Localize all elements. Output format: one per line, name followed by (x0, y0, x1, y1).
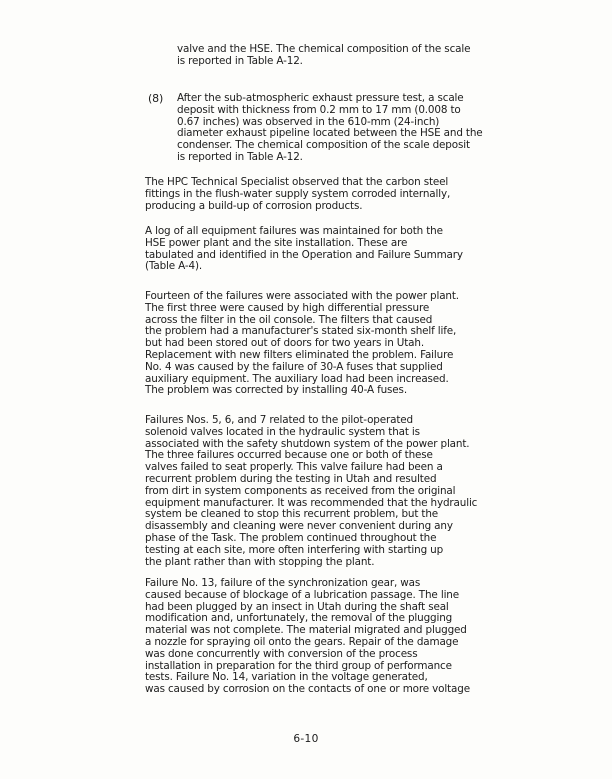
text-line: a nozzle for spraying oil onto the gears. Repair of the damage (145, 635, 459, 648)
text-line: recurrent problem during the testing in Utah and resulted (145, 472, 437, 485)
text-line: disassembly and cleaning were never convenient during any (145, 520, 453, 533)
text-line: The three failures occurred because one or both of these (145, 449, 433, 462)
text-line: A log of all equipment failures was maintained for both the (145, 225, 443, 237)
text-line: The HPC Technical Specialist observed that the carbon steel (145, 176, 449, 188)
text-line: No. 4 was caused by the failure of 30-A fuses that supplied (145, 360, 443, 373)
text-line: diameter exhaust pipeline located between the HSE and the (177, 127, 483, 140)
text-line: the plant rather than with stopping the plant. (145, 555, 375, 568)
item-8-paragraph (177, 93, 483, 164)
continuation-paragraph (177, 44, 470, 68)
text-line: was done concurrently with conversion of the process (145, 647, 418, 660)
text-line: was caused by corrosion on the contacts of one or more voltage (145, 683, 470, 696)
text-line: The first three were caused by high differential pressure (145, 301, 430, 314)
text-line: producing a build-up of corrosion products. (145, 199, 363, 212)
text-line: tabulated and identified in the Operation and Failure Summary (145, 248, 463, 261)
text-line: The problem was corrected by installing 40-A fuses. (145, 384, 407, 397)
text-line: tests. Failure No. 14, variation in the voltage generated, (145, 671, 428, 684)
text-line: fittings in the flush-water supply system corroded internally, (145, 187, 451, 200)
text-line: Failures Nos. 5, 6, and 7 related to the pilot-operated (145, 414, 413, 426)
text-line: solenoid valves located in the hydraulic system that is (145, 425, 420, 438)
text-line: but had been stored out of doors for two years in Utah. (145, 337, 424, 350)
text-line: After the sub-atmospheric exhaust pressure test, a scale (177, 92, 464, 104)
text-line: material was not complete. The material migrated and plugged (145, 624, 467, 637)
item-number: (8) (148, 92, 164, 105)
text-line: caused because of blockage of a lubrication passage. The line (145, 588, 459, 601)
text-line: modification and, unfortunately, the removal of the plugging (145, 612, 453, 625)
text-line: phase of the Task. The problem continued throughout the (145, 531, 437, 544)
text-line: Failure No. 13, failure of the synchronization gear, was (145, 577, 421, 589)
text-line: valves failed to seat properly. This valve failure had been a (145, 461, 443, 474)
text-line: installation in preparation for the third group of performance (145, 659, 452, 672)
text-line: is reported in Table A-12. (177, 54, 303, 67)
failure-13-paragraph (145, 578, 470, 696)
text-line: auxiliary equipment. The auxiliary load had been increased. (145, 372, 449, 385)
text-line: the problem had a manufacturer's stated six-month shelf life, (145, 325, 457, 338)
text-line: system be cleaned to stop this recurrent problem, but the (145, 508, 439, 521)
text-line: Replacement with new filters eliminated the problem. Failure (145, 348, 454, 361)
text-line: HSE power plant and the site installation. These are (145, 236, 408, 249)
text-line: associated with the safety shutdown system of the power plant. (145, 437, 470, 450)
text-line: deposit with thickness from 0.2 mm to 17 mm (0.008 to (177, 103, 461, 116)
text-line: Fourteen of the failures were associated with the power plant. (145, 290, 459, 302)
text-line: across the filter in the oil console. The filters that caused (145, 313, 433, 326)
text-line: 0.67 inches) was observed in the 610-mm (24-inch) (177, 115, 440, 128)
text-line: (Table A-4). (145, 260, 203, 273)
text-line: from dirt in system components as received from the original (145, 484, 456, 497)
hpc-specialist-paragraph (145, 177, 450, 212)
text-line: is reported in Table A-12. (177, 150, 303, 163)
text-line: valve and the HSE. The chemical composition of the scale (177, 43, 471, 55)
page-number: 6-10 (293, 733, 319, 745)
text-line: testing at each site, more often interfering with starting up (145, 543, 444, 556)
fourteen-failures-paragraph (145, 291, 459, 397)
text-line: condenser. The chemical composition of the scale deposit (177, 139, 470, 152)
failures-5-6-7-paragraph (145, 415, 477, 568)
text-line: equipment manufacturer. It was recommended that the hydraulic (145, 496, 478, 509)
text-line: had been plugged by an insect in Utah during the shaft seal (145, 600, 449, 613)
failure-log-paragraph (145, 226, 463, 273)
